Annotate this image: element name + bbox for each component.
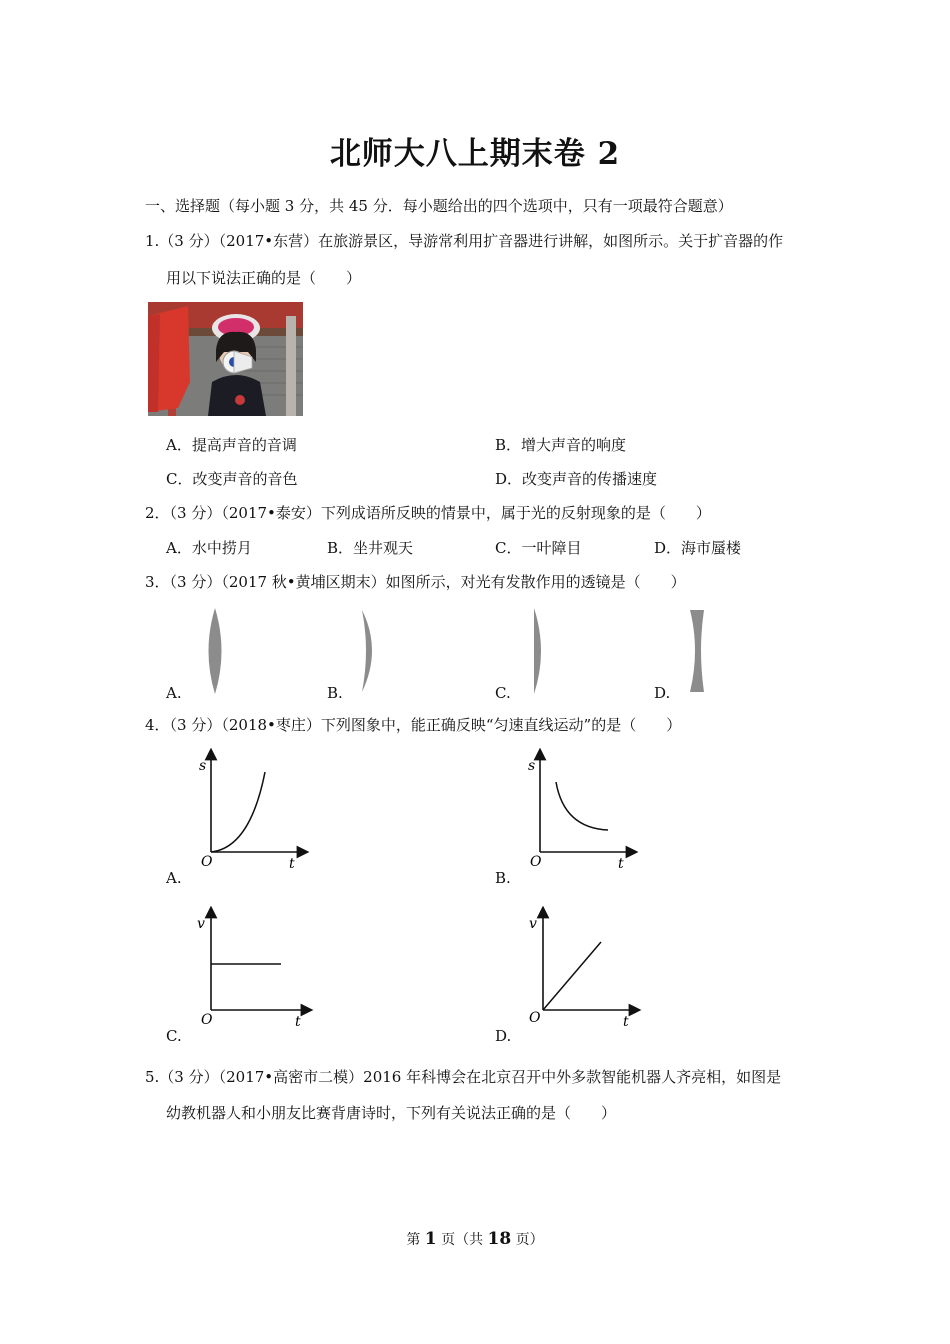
tour-guide-megaphone-photo [148,302,303,416]
footer-post: 页） [511,1232,544,1248]
graph-c-y-label: v [197,916,205,932]
lens-d-concave [684,608,710,694]
lens-a-biconvex [200,606,230,696]
q3-option-c[interactable]: C. [495,684,511,702]
graph-d-origin-label: O [529,1010,541,1026]
q1-option-d[interactable]: D．改变声音的传播速度 [495,470,658,488]
lens-b-meniscus [356,608,386,694]
footer-mid: 页（共 [436,1232,488,1248]
q2-option-b[interactable]: B．坐井观天 [327,539,414,557]
graph-b-s-t-decreasing [524,748,639,873]
q1-option-c[interactable]: C．改变声音的音色 [166,470,298,488]
q5-stem-line1: 5.（3 分）（2017•高密市二模）2016 年科博会在北京召开中外多款智能机器人齐亮相，如图是 [145,1068,782,1086]
graph-b-x-label: t [618,856,624,872]
q1-stem-line1: 1.（3 分）（2017•东营）在旅游景区，导游常利用扩音器进行讲解，如图所示。关于扩音器的作 [145,232,784,250]
graph-a-origin-label: O [201,854,213,870]
page-footer [0,1229,950,1249]
footer-total-pages: 18 [487,1229,512,1249]
graph-b-origin-label: O [530,854,542,870]
q1-option-b[interactable]: B．增大声音的响度 [495,436,627,454]
footer-page-number: 1 [424,1229,437,1249]
graph-b-y-label: s [528,758,536,774]
graph-d-x-label: t [623,1014,629,1030]
q1-option-a[interactable]: A．提高声音的音调 [166,436,297,454]
graph-a-y-label: s [199,758,207,774]
q3-stem: 3．（3 分）（2017 秋•黄埔区期末）如图所示，对光有发散作用的透镜是（ ） [145,573,686,591]
graph-d-y-label: v [529,916,537,932]
q3-option-a[interactable]: A. [166,684,182,702]
graph-c-v-t-constant [195,906,315,1031]
page-title: 北师大八上期末卷 2 [329,136,621,172]
q3-option-d[interactable]: D. [654,684,671,702]
q4-stem: 4．（3 分）（2018•枣庄）下列图象中，能正确反映“匀速直线运动”的是（ ） [145,716,682,734]
q4-option-b[interactable]: B. [495,869,511,887]
section-header: 一、选择题（每小题 3 分，共 45 分．每小题给出的四个选项中，只有一项最符合题意） [145,197,733,215]
q4-option-d[interactable]: D. [495,1027,512,1045]
q2-option-c[interactable]: C．一叶障目 [495,539,582,557]
graph-c-x-label: t [295,1014,301,1030]
q4-option-a[interactable]: A. [166,869,182,887]
q2-option-a[interactable]: A．水中捞月 [166,539,252,557]
footer-pre: 第 [406,1232,425,1248]
graph-a-x-label: t [289,856,295,872]
graph-d-v-t-increasing [527,906,642,1031]
graph-c-origin-label: O [201,1012,213,1028]
lens-c-plano-convex [528,606,550,696]
q1-stem-line2: 用以下说法正确的是（ ） [166,269,362,287]
q2-stem: 2．（3 分）（2017•泰安）下列成语所反映的情景中，属于光的反射现象的是（ ） [145,504,711,522]
graph-a-s-t-accelerating [195,748,310,873]
q3-option-b[interactable]: B. [327,684,343,702]
q4-option-c[interactable]: C. [166,1027,182,1045]
q5-stem-line2: 幼教机器人和小朋友比赛背唐诗时，下列有关说法正确的是（ ） [166,1104,617,1122]
q2-option-d[interactable]: D．海市蜃楼 [654,539,742,557]
